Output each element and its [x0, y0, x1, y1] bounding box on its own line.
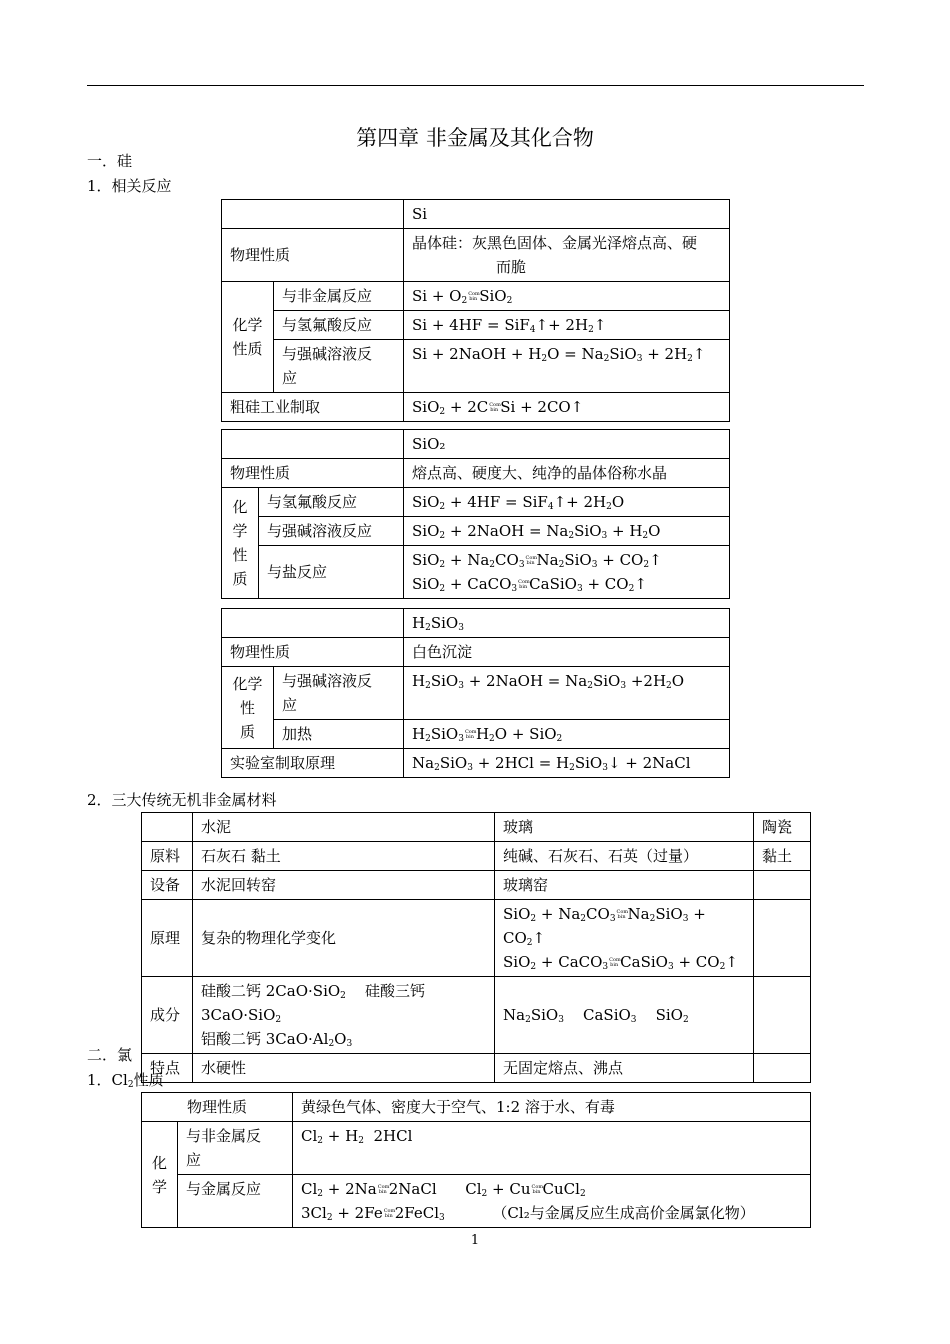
equation: $Na_2SiO_3 + 2HCl$ = $H_2SiO_3↓$ + 2NaCl	[404, 749, 730, 778]
equation: SiO$_2$ + 2CCom bin Si + 2CO↑	[404, 393, 730, 422]
cell: 复杂的物理化学变化	[193, 900, 495, 977]
condition-mark: Com bin	[377, 1184, 390, 1195]
cell	[754, 900, 811, 977]
reaction-label: 与氢氟酸反应	[274, 311, 404, 340]
row-label: 原料	[142, 842, 193, 871]
condition-mark: Com bin	[525, 555, 538, 566]
cell	[754, 1054, 811, 1083]
cell: 水泥回转窑	[193, 871, 495, 900]
col-head-si: Si	[404, 200, 730, 229]
equation: SiO$_2$ + 2NaOH = $Na_2SiO_3 + H_2O$	[404, 517, 730, 546]
phys-label: 物理性质	[222, 229, 404, 282]
reaction-label: 与强碱溶液反 应	[274, 340, 404, 393]
condition-mark: Com bin	[489, 402, 501, 413]
condition-mark: Com bin	[383, 1208, 396, 1219]
equation: SiO$_2$ + 4HF = SiF$_4$↑+ $2H_2O$	[404, 488, 730, 517]
subsection-cl2: 1．$Cl_2$性质	[87, 1071, 164, 1090]
silicon-table	[221, 199, 730, 422]
head-glass: 玻璃	[495, 813, 754, 842]
silica-table	[221, 429, 730, 599]
reaction-label: 与盐反应	[259, 546, 404, 599]
head-cement: 水泥	[193, 813, 495, 842]
equation: $SiO_2 + Na_2CO_3Com$ bin $Na_2SiO_3$ + $CO_2↑$ SiO$_2$ + CaCO$_3$Com bin CaSiO$_3$ + $CO_2↑$	[495, 900, 754, 977]
equation: $SiO_2 + Na_2CO_3Com$ bin $Na_2SiO_3$ + $CO_2↑$ SiO$_2$ + CaCO$_3$Com bin CaSiO$_3$ + $CO_2↑$	[404, 546, 730, 599]
equation: $Cl_2 + H_2$ 2HCl	[293, 1122, 811, 1175]
cell-empty	[222, 200, 404, 229]
equation: Si + 4HF = SiF$_4$↑+ $2H_2↑$	[404, 311, 730, 340]
head-ceramic: 陶瓷	[754, 813, 811, 842]
reaction-label: 与非金属反 应	[178, 1122, 293, 1175]
header-rule	[87, 85, 864, 86]
section-silicon: 一．硅	[87, 152, 133, 170]
equation: $Si + O_2Com$ bin SiO$_2$	[404, 282, 730, 311]
subsection-reactions: 1．相关反应	[87, 177, 172, 195]
col-head-sio2: SiO₂	[404, 430, 730, 459]
row-label: 特点	[142, 1054, 193, 1083]
condition-mark: Com bin	[531, 1184, 544, 1195]
reaction-label: 与金属反应	[178, 1175, 293, 1228]
reaction-label: 与强碱溶液反应	[259, 517, 404, 546]
chapter-title: 第四章 非金属及其化合物	[356, 126, 594, 150]
condition-mark: Com bin	[518, 579, 530, 590]
condition-mark: Com bin	[468, 291, 480, 302]
cell: 水硬性	[193, 1054, 495, 1083]
reaction-label: 与非金属反应	[274, 282, 404, 311]
reaction-label: 与氢氟酸反应	[259, 488, 404, 517]
silicic-acid-table	[221, 608, 730, 778]
cell-empty	[142, 813, 193, 842]
section-chlorine: 二．氯	[87, 1046, 133, 1064]
cell	[754, 871, 811, 900]
note: （Cl₂与金属反应生成高价金属氯化物）	[492, 1204, 755, 1222]
equation: Si + 2NaOH + $H_2O = Na_2SiO_3$ + $2H_2↑$	[404, 340, 730, 393]
equation: $Cl_2$ + 2NaCom bin 2NaCl $Cl_2$ + CuCom bin CuCl$_2$ $3Cl_2$ + 2FeCom bin 2FeCl$_3$ （Cl₂与金属反应生成高价金属氯化物）	[293, 1175, 811, 1228]
cell: 硅酸二钙 2CaO·SiO$_2$ 硅酸三钙 3CaO·SiO$_2$ 铝酸二钙 $3CaO\cdot Al_2O_3$	[193, 977, 495, 1054]
reaction-label: 加热	[274, 720, 404, 749]
chlorine-table	[141, 1092, 811, 1228]
cell: 石灰石 黏土	[193, 842, 495, 871]
industrial-label: 粗硅工业制取	[222, 393, 404, 422]
condition-mark: Com bin	[609, 957, 621, 968]
cell	[754, 977, 811, 1054]
condition-mark: Com bin	[616, 909, 629, 920]
cell: 纯碱、石灰石、石英（过量）	[495, 842, 754, 871]
row-label: 原理	[142, 900, 193, 977]
cell-empty	[222, 609, 404, 638]
phys-value: 黄绿色气体、密度大于空气、1:2 溶于水、有毒	[293, 1093, 811, 1122]
cell: 玻璃窑	[495, 871, 754, 900]
reaction-label: 与强碱溶液反 应	[274, 667, 404, 720]
cell: 无固定熔点、沸点	[495, 1054, 754, 1083]
equation: $H_2SiO_3$ + 2NaOH = $Na_2SiO_3 +2H_2O$	[404, 667, 730, 720]
chem-label: 化学 性质	[222, 282, 274, 393]
row-label: 设备	[142, 871, 193, 900]
chem-label: 化 学 性 质	[222, 488, 259, 599]
cell: 黏土	[754, 842, 811, 871]
subsection-materials: 2．三大传统无机非金属材料	[87, 791, 277, 809]
condition-mark: Com bin	[464, 729, 477, 740]
equation: $H_2SiO_3Com$ bin $H_2O + SiO_2$	[404, 720, 730, 749]
phys-value: 熔点高、硬度大、纯净的晶体俗称水晶	[404, 459, 730, 488]
phys-value: 晶体硅：灰黑色固体、金属光泽熔点高、硬 而脆	[404, 229, 730, 282]
lab-label: 实验室制取原理	[222, 749, 404, 778]
phys-label: 物理性质	[222, 638, 404, 667]
chem-label: 化 学	[142, 1122, 178, 1228]
phys-label: 物理性质	[222, 459, 404, 488]
phys-label: 物理性质	[142, 1093, 293, 1122]
chem-label: 化学 性 质	[222, 667, 274, 749]
cell: $Na_2SiO_3$ CaSiO$_3$ SiO$_2$	[495, 977, 754, 1054]
phys-value: 白色沉淀	[404, 638, 730, 667]
col-head-h2sio3: $H_2SiO_3$	[404, 609, 730, 638]
page-number: 1	[470, 1233, 480, 1248]
row-label: 成分	[142, 977, 193, 1054]
materials-table	[141, 812, 811, 1083]
cell-empty	[222, 430, 404, 459]
